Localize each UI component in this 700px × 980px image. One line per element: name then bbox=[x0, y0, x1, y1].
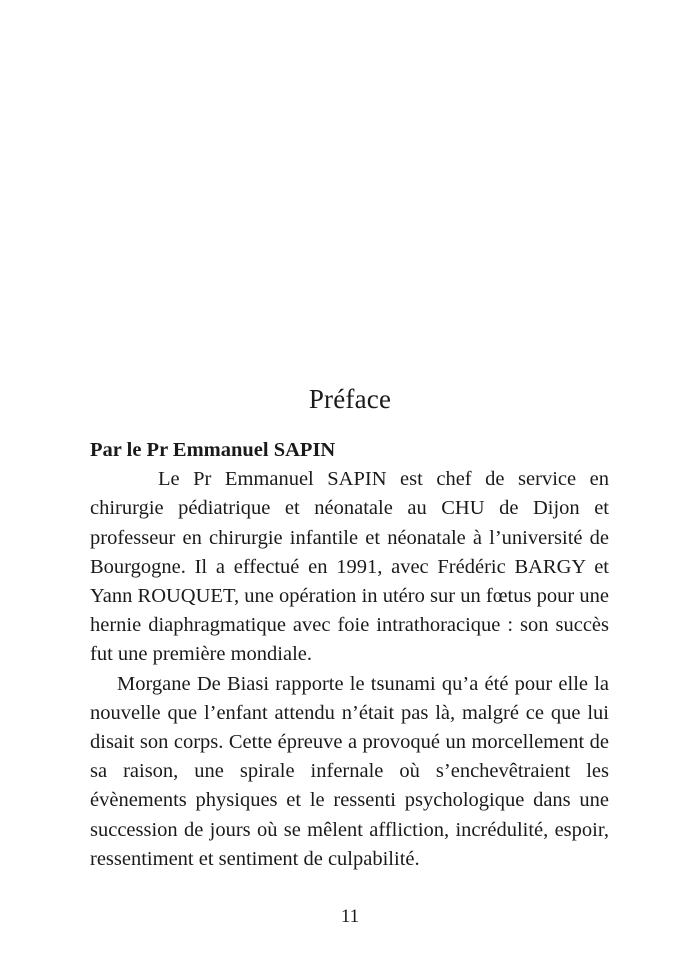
preface-body bbox=[90, 436, 609, 874]
page-number: 11 bbox=[340, 906, 360, 927]
paragraph-testimony-summary: Morgane De Biasi rapporte le tsunami qu’a été pour elle la nouvelle que l’enfant attendu n’était pas là, malgré ce que lui disait son corps. Cette épreuve a provoqué un morcellement de sa raison, une spirale infernale où s’enchevêtraient les évènements physiques et le ressenti psychologique dans une succession de jours où se mêlent affliction, incrédulité, espoir, ressentiment et sentiment de culpabilité. bbox=[90, 672, 609, 870]
byline: Par le Pr Emmanuel SAPIN bbox=[90, 439, 336, 461]
paragraph-author-bio: Le Pr Emmanuel SAPIN est chef de service en chirurgie pédiatrique et néonatale au CHU de Dijon et professeur en chirurgie infantile et néonatale à l’université de Bourgogne. Il a effectué en 1991, avec Frédéric BARGY et Yann ROUQUET, une opération in utéro sur un fœtus pour une hernie diaphragmatique avec foie intrathoracique : son succès fut une première mondiale. bbox=[90, 468, 609, 666]
page-title: Préface bbox=[308, 384, 392, 414]
